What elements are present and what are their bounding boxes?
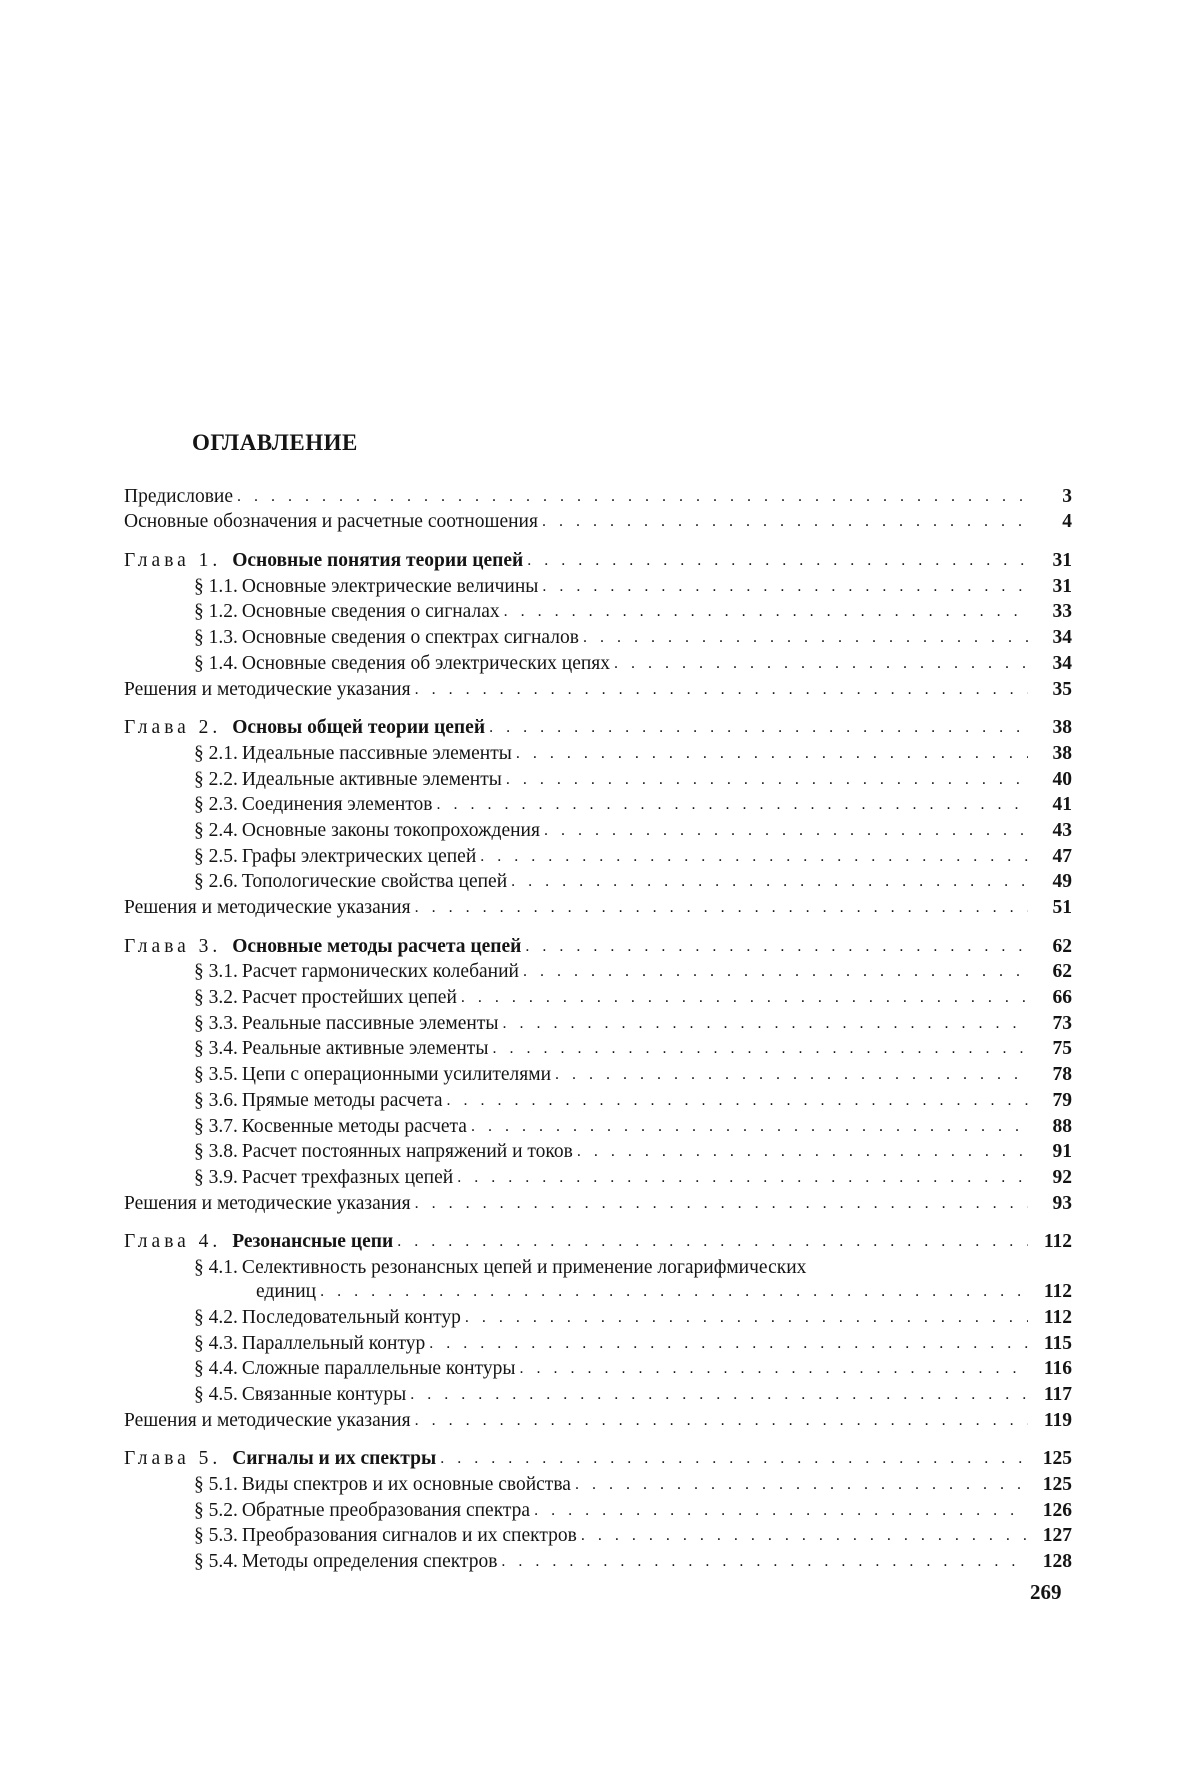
- dot-leader: [527, 553, 1028, 569]
- dot-leader: [492, 1041, 1028, 1057]
- dot-leader: [437, 797, 1029, 813]
- toc-entry-preface[interactable]: [124, 482, 1072, 508]
- toc-chapter-3[interactable]: [124, 932, 1072, 958]
- section-number: § 3.2.: [194, 987, 238, 1009]
- section-title: Основные законы токопрохождения: [241, 819, 540, 841]
- page-number: 112: [1043, 1306, 1072, 1328]
- toc-section-4-4[interactable]: [124, 1355, 1072, 1381]
- dot-leader: [480, 849, 1028, 865]
- page-number: 115: [1043, 1332, 1072, 1354]
- toc-section-5-1[interactable]: [124, 1470, 1072, 1496]
- toc-section-2-1[interactable]: [124, 739, 1072, 765]
- section-title: Параллельный контур: [241, 1332, 426, 1354]
- dot-leader: [237, 489, 1028, 505]
- section-title-continuation: единиц: [256, 1281, 317, 1303]
- section-title: Расчет постоянных напряжений и токов: [241, 1141, 573, 1163]
- dot-leader: [415, 682, 1028, 698]
- page-title: ОГЛАВЛЕНИЕ: [192, 430, 358, 455]
- section-title: Преобразования сигналов и их спектров: [241, 1525, 577, 1547]
- toc-section-3-9[interactable]: [124, 1163, 1072, 1189]
- page-number: 66: [1052, 987, 1072, 1009]
- dot-leader: [525, 939, 1028, 955]
- section-number: § 4.2.: [194, 1306, 238, 1328]
- dot-leader: [519, 1361, 1028, 1377]
- page-number: 3: [1062, 485, 1072, 507]
- section-title: Сложные параллельные контуры: [241, 1358, 516, 1380]
- dot-leader: [440, 1451, 1028, 1467]
- section-number: § 2.5.: [194, 845, 238, 867]
- section-number: § 3.9.: [194, 1166, 238, 1188]
- toc-section-1-3[interactable]: [124, 623, 1072, 649]
- section-number: § 5.2.: [194, 1499, 238, 1521]
- toc-section-3-1[interactable]: [124, 958, 1072, 984]
- toc-solutions-2[interactable]: [124, 893, 1072, 919]
- page-number: 112: [1043, 1281, 1072, 1303]
- page-number: 62: [1052, 961, 1072, 983]
- toc-section-3-2[interactable]: [124, 983, 1072, 1009]
- toc-solutions-3[interactable]: [124, 1189, 1072, 1215]
- dot-leader: [465, 1310, 1028, 1326]
- toc-solutions-1[interactable]: [124, 675, 1072, 701]
- page-number: 128: [1042, 1551, 1072, 1573]
- toc-section-3-4[interactable]: [124, 1035, 1072, 1061]
- dot-leader: [415, 900, 1028, 916]
- section-title: Обратные преобразования спектра: [241, 1499, 531, 1521]
- dot-leader: [461, 990, 1028, 1006]
- toc-section-2-4[interactable]: [124, 816, 1072, 842]
- section-number: § 4.5.: [194, 1384, 238, 1405]
- section-number: § 4.3.: [194, 1332, 238, 1354]
- toc-section-3-5[interactable]: [124, 1060, 1072, 1086]
- section-number: § 2.2.: [194, 768, 238, 790]
- section-title: Идеальные пассивные элементы: [241, 742, 512, 764]
- chapter-title: Основные методы расчета цепей: [232, 935, 522, 957]
- section-number: § 2.3.: [194, 794, 238, 816]
- section-title: Расчет гармонических колебаний: [241, 961, 519, 983]
- chapter-label: Глава 5.: [124, 1448, 222, 1470]
- section-number: § 2.1.: [194, 742, 238, 764]
- section-number: § 5.3.: [194, 1525, 238, 1547]
- section-title: Методы определения спектров: [241, 1551, 498, 1573]
- chapter-title: Основные понятия теории цепей: [232, 550, 524, 572]
- page-number: 40: [1052, 768, 1072, 790]
- entry-title: Решения и методические указания: [124, 1192, 411, 1214]
- section-title: Расчет трехфазных цепей: [241, 1166, 454, 1188]
- page-number: 126: [1042, 1499, 1072, 1521]
- page-number: 75: [1052, 1038, 1072, 1060]
- dot-leader: [542, 579, 1028, 595]
- section-number: § 3.5.: [194, 1064, 238, 1086]
- dot-leader: [410, 1387, 1028, 1403]
- chapter-label: Глава 1.: [124, 550, 222, 572]
- page-number: 93: [1052, 1192, 1072, 1214]
- toc-section-3-3[interactable]: [124, 1009, 1072, 1035]
- dot-leader: [457, 1170, 1028, 1186]
- page-number: 33: [1052, 601, 1072, 623]
- page-number: 112: [1043, 1231, 1072, 1253]
- section-number: § 3.4.: [194, 1038, 238, 1060]
- section-title: Основные сведения о спектрах сигналов: [241, 627, 579, 649]
- page-number: 73: [1052, 1012, 1072, 1034]
- page-number: 35: [1052, 678, 1072, 700]
- section-title: Реальные пассивные элементы: [241, 1012, 499, 1034]
- dot-leader: [583, 630, 1028, 646]
- page-number: 43: [1052, 819, 1072, 841]
- page-number: 125: [1042, 1474, 1072, 1496]
- dot-leader: [544, 823, 1028, 839]
- toc-section-4-5[interactable]: [124, 1380, 1072, 1406]
- toc-section-3-8[interactable]: [124, 1138, 1072, 1164]
- toc-chapter-1[interactable]: [124, 546, 1072, 572]
- section-title: Селективность резонансных цепей и применение логарифмических: [241, 1257, 807, 1279]
- dot-leader: [516, 746, 1028, 762]
- entry-title: Предисловие: [124, 485, 234, 507]
- page-number: 4: [1062, 511, 1072, 533]
- page-number: 79: [1052, 1089, 1072, 1111]
- toc-section-5-3[interactable]: [124, 1522, 1072, 1548]
- table-of-contents: [124, 482, 1072, 1573]
- section-number: § 1.4.: [194, 652, 238, 674]
- dot-leader: [581, 1528, 1028, 1544]
- section-title: Соединения элементов: [241, 794, 433, 816]
- chapter-label: Глава 3.: [124, 935, 222, 957]
- toc-chapter-5[interactable]: [124, 1445, 1072, 1471]
- chapter-title: Основы общей теории цепей: [232, 717, 486, 739]
- dot-leader: [502, 1016, 1028, 1032]
- section-number: § 2.4.: [194, 819, 238, 841]
- entry-title: Основные обозначения и расчетные соотношения: [124, 511, 538, 533]
- section-title: Идеальные активные элементы: [241, 768, 502, 790]
- chapter-title: Сигналы и их спектры: [232, 1448, 437, 1470]
- section-title: Косвенные методы расчета: [241, 1115, 467, 1137]
- page-number: 78: [1052, 1064, 1072, 1086]
- dot-leader: [447, 1093, 1028, 1109]
- toc-section-2-5[interactable]: [124, 842, 1072, 868]
- toc-section-5-2[interactable]: [124, 1496, 1072, 1522]
- section-title: Прямые методы расчета: [241, 1089, 443, 1111]
- section-number: § 4.1.: [194, 1257, 238, 1279]
- toc-section-2-3[interactable]: [124, 791, 1072, 817]
- section-title: Связанные контуры: [241, 1384, 407, 1405]
- page-number: 116: [1043, 1358, 1072, 1380]
- chapter-title: Резонансные цепи: [232, 1231, 394, 1253]
- page-number: 47: [1052, 845, 1072, 867]
- toc-section-1-1[interactable]: [124, 572, 1072, 598]
- dot-leader: [501, 1554, 1028, 1570]
- page-number: 92: [1052, 1166, 1072, 1188]
- section-title: Основные сведения о сигналах: [241, 601, 500, 623]
- section-number: § 5.4.: [194, 1551, 238, 1573]
- dot-leader: [489, 720, 1028, 736]
- toc-chapter-2[interactable]: [124, 714, 1072, 740]
- dot-leader: [506, 772, 1028, 788]
- page-number: 62: [1052, 935, 1072, 957]
- page-number: 31: [1052, 550, 1072, 572]
- dot-leader: [542, 514, 1028, 530]
- entry-title: Решения и методические указания: [124, 1409, 411, 1431]
- page-number: 91: [1052, 1141, 1072, 1163]
- toc-section-5-4[interactable]: [124, 1547, 1072, 1573]
- section-title: Основные сведения об электрических цепях: [241, 652, 611, 674]
- dot-leader: [577, 1144, 1028, 1160]
- section-number: § 2.6.: [194, 871, 238, 893]
- dot-leader: [429, 1336, 1028, 1352]
- page-number: 31: [1052, 575, 1072, 597]
- section-title: Графы электрических цепей: [241, 845, 477, 867]
- toc-section-3-7[interactable]: [124, 1112, 1072, 1138]
- page-number: 34: [1052, 627, 1072, 649]
- toc-chapter-4[interactable]: [124, 1228, 1072, 1254]
- dot-leader: [415, 1413, 1028, 1429]
- section-number: § 3.3.: [194, 1012, 238, 1034]
- entry-title: Решения и методические указания: [124, 678, 411, 700]
- page-number: 34: [1052, 652, 1072, 674]
- section-title: Реальные активные элементы: [241, 1038, 489, 1060]
- dot-leader: [534, 1503, 1028, 1519]
- dot-leader: [575, 1477, 1028, 1493]
- page-number: 51: [1052, 897, 1072, 918]
- entry-title: Решения и методические указания: [124, 897, 411, 918]
- toc-section-1-4[interactable]: [124, 649, 1072, 675]
- dot-leader: [504, 604, 1028, 620]
- chapter-label: Глава 2.: [124, 717, 222, 739]
- toc-section-3-6[interactable]: [124, 1086, 1072, 1112]
- section-title: Расчет простейших цепей: [241, 987, 457, 1009]
- section-title: Топологические свойства цепей: [241, 871, 508, 893]
- section-number: § 1.1.: [194, 575, 238, 597]
- section-title: Основные электрические величины: [241, 575, 539, 597]
- toc-section-2-2[interactable]: [124, 765, 1072, 791]
- page-number: 38: [1052, 717, 1072, 739]
- section-number: § 3.8.: [194, 1141, 238, 1163]
- dot-leader: [320, 1284, 1028, 1300]
- toc-section-4-1[interactable]: [124, 1257, 1072, 1303]
- page-number: 117: [1043, 1384, 1072, 1405]
- page-number: 49: [1052, 871, 1072, 893]
- toc-section-4-2[interactable]: [124, 1303, 1072, 1329]
- page-number: 41: [1052, 794, 1072, 816]
- section-number: § 5.1.: [194, 1474, 238, 1496]
- section-number: § 1.3.: [194, 627, 238, 649]
- dot-leader: [397, 1234, 1028, 1250]
- page-number: 125: [1042, 1448, 1072, 1470]
- page-number: 127: [1042, 1525, 1072, 1547]
- dot-leader: [511, 874, 1028, 890]
- section-number: § 1.2.: [194, 601, 238, 623]
- section-title: Цепи с операционными усилителями: [241, 1064, 552, 1086]
- dot-leader: [471, 1119, 1028, 1135]
- section-number: § 4.4.: [194, 1358, 238, 1380]
- toc-section-4-3[interactable]: [124, 1329, 1072, 1355]
- dot-leader: [614, 656, 1028, 672]
- dot-leader: [523, 964, 1028, 980]
- chapter-label: Глава 4.: [124, 1231, 222, 1253]
- dot-leader: [415, 1196, 1028, 1212]
- toc-section-1-2[interactable]: [124, 598, 1072, 624]
- page-number: 119: [1043, 1409, 1072, 1431]
- section-title: Последовательный контур: [241, 1306, 461, 1328]
- toc-section-2-6[interactable]: [124, 868, 1072, 894]
- page-number: 38: [1052, 742, 1072, 764]
- dot-leader: [555, 1067, 1028, 1083]
- section-number: § 3.1.: [194, 961, 238, 983]
- toc-solutions-4[interactable]: [124, 1406, 1072, 1432]
- page-number: 88: [1052, 1115, 1072, 1137]
- folio-page-number: 269: [1030, 1580, 1062, 1604]
- section-title: Виды спектров и их основные свойства: [241, 1474, 571, 1496]
- toc-entry-notation[interactable]: [124, 508, 1072, 534]
- section-number: § 3.7.: [194, 1115, 238, 1137]
- section-number: § 3.6.: [194, 1089, 238, 1111]
